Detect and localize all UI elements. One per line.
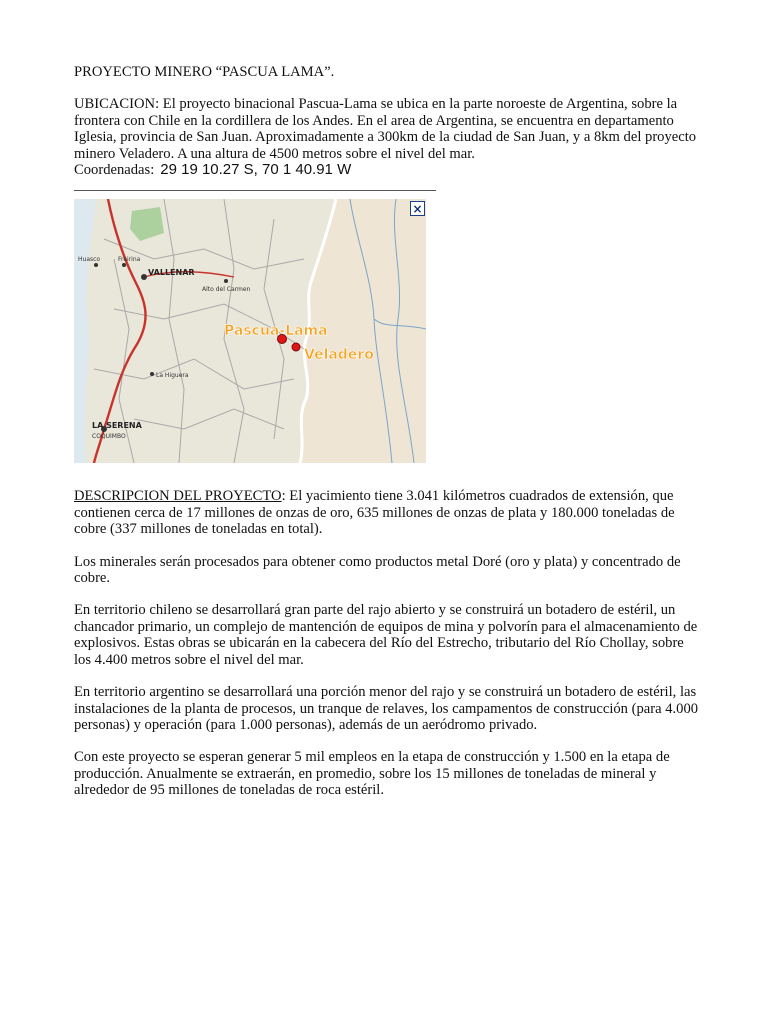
freirina-dot [122,263,126,267]
la-higuera-label: La Higuera [156,372,189,380]
map-top-rule [74,190,436,191]
map-close-button[interactable] [410,201,425,216]
descripcion-paragraph [74,488,704,537]
body-paragraph: En territorio chileno se desarrollará gran parte del rajo abierto y se construirá un botadero de estéril, un chancador primario, un complejo de mantención de equipos de mina y polvorín para el almacenamiento de explosivos. Estas obras se ubicarán en la cabecera del Río del Estrecho, tributario del Río Chollay, sobre los 4.400 metros sobre el nivel del mar. [74,602,698,668]
title-text: PROYECTO MINERO “PASCUA LAMA” [74,64,331,80]
close-icon: × [412,201,423,216]
location-map-figure [74,190,436,464]
la-serena-label: LA SERENA [92,421,142,431]
descripcion-text: : El yacimiento tiene 3.041 kilómetros cuadrados de extensión, que contienen cerca de 17 millones de onzas de oro, 635 millones de onzas de plata y 180.000 toneladas de cobre (337 millones de toneladas en total). [74,488,675,538]
veladero-pin-icon [292,343,300,351]
coords-label: Coordenadas: [74,162,155,179]
title-suffix: . [330,64,335,80]
ubicacion-text: UBICACION: El proyecto binacional Pascua-Lama se ubica en la parte noroeste de Argentina, sobre la frontera con Chile en la cordillera de los Andes. En el area de Argentina, se encuentra en departamento Iglesia, provincia de San Juan. Aproximadamente a 300km de la ciudad de San Juan, y a 8km del proyecto minero Veladero. A una altura de 4500 metros sobre el nivel del mar. [74,96,697,162]
location-map [74,199,426,463]
huasco-label: Huasco [78,256,101,264]
la-higuera-dot [150,372,154,376]
alto-carmen-label: Alto del Carmen [202,286,251,294]
body-paragraph: Los minerales serán procesados para obtener como productos metal Doré (oro y plata) y concentrado de cobre. [74,553,681,587]
coquimbo-label: COQUIMBO [92,433,126,441]
veladero-label: Veladero [304,347,374,364]
pascua-lama-label: Pascua-Lama [224,323,328,340]
body-paragraph: En territorio argentino se desarrollará una porción menor del rajo y se construirá un botadero de estéril, las instalaciones de la planta de procesos, un tranque de relaves, los campamentos de construcción (para 4.000 personas) y operación (para 1.000 personas), además de un aeródromo privado. [74,684,699,733]
ubicacion-paragraph [74,96,704,178]
alto-carmen-dot [224,279,228,283]
huasco-dot [94,263,98,267]
document-title [74,64,704,80]
descripcion-heading: DESCRIPCION DEL PROYECTO [74,488,282,505]
coords-value: 29 19 10.27 S, 70 1 40.91 W [160,161,352,179]
map-svg [74,199,426,463]
body-paragraph: Con este proyecto se esperan generar 5 mil empleos en la etapa de construcción y 1.500 en la etapa de producción. Anualmente se extraerán, en promedio, sobre los 15 millones de toneladas de mineral y alrededor de 95 millones de toneladas de roca estéril. [74,749,670,799]
document-page [74,64,704,799]
freirina-label: Freirina [118,256,141,264]
vallenar-label: VALLENAR [148,268,195,278]
vallenar-dot [141,274,147,280]
